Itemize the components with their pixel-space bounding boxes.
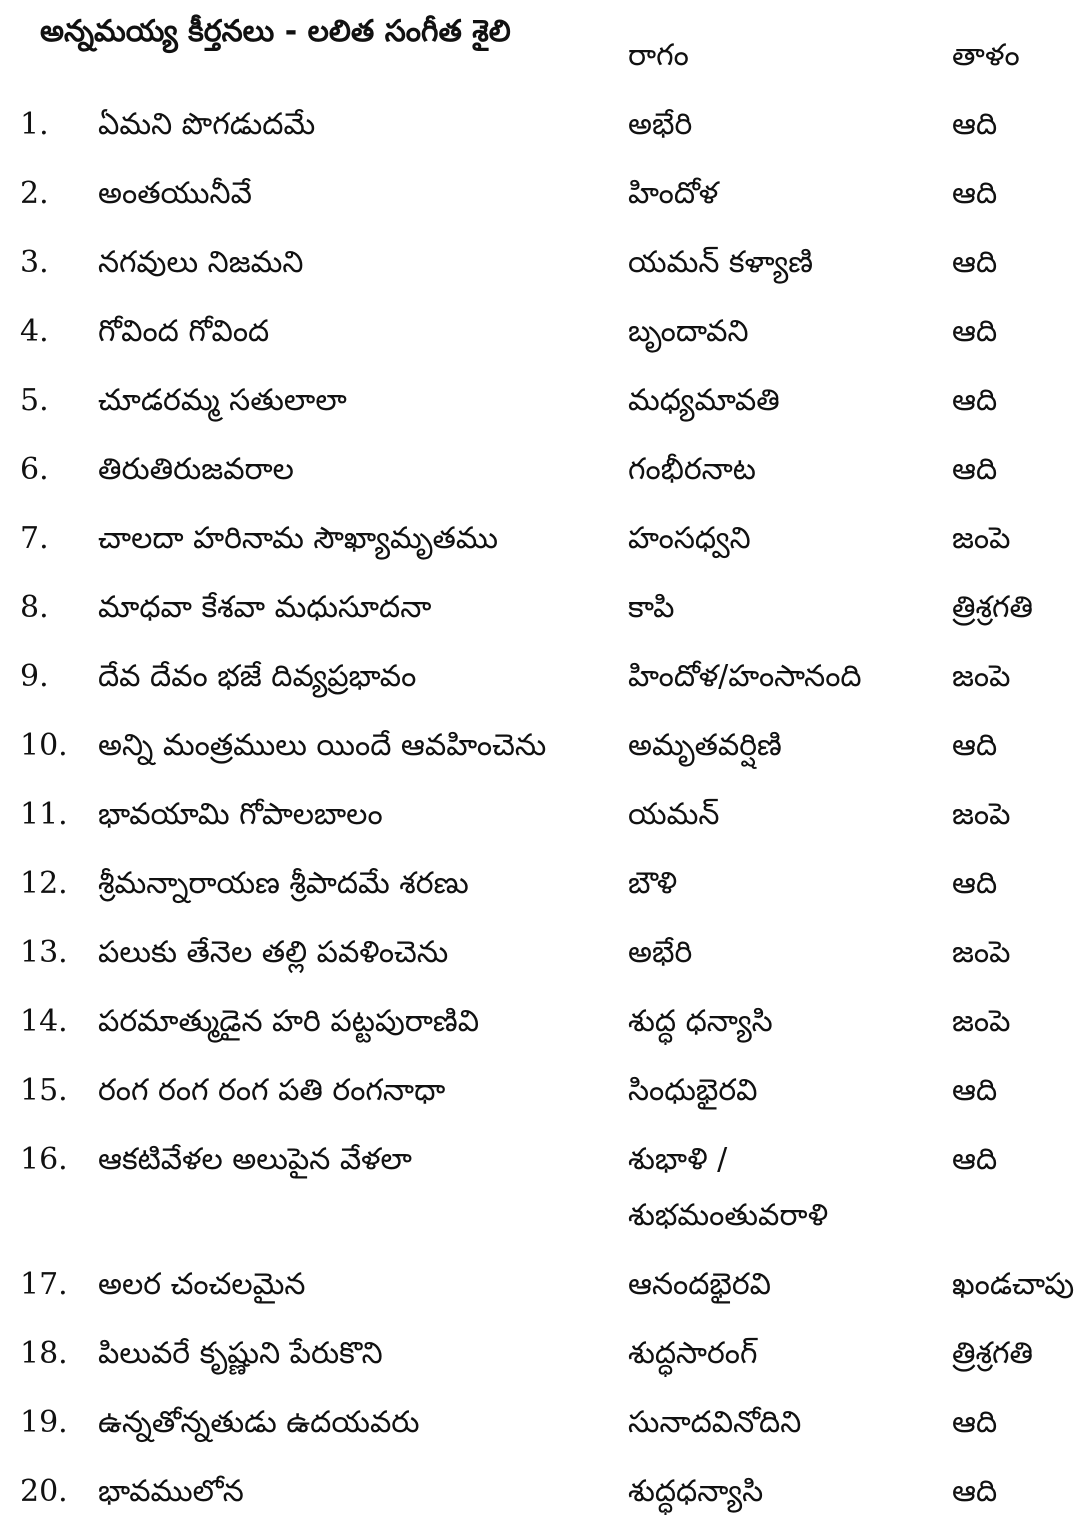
tala-name: ఆది xyxy=(952,1405,998,1440)
raga-name: మధ్యమావతి xyxy=(628,383,780,418)
item-number: 15. xyxy=(20,1073,68,1108)
song-title: ఉన్నతోన్నతుడు ఉదయవరు xyxy=(98,1405,420,1440)
song-title: చాలదా హరినామ సౌఖ్యామృతము xyxy=(98,521,499,556)
song-title: అన్ని మంత్రములు యిందే ఆవహించెను xyxy=(98,728,547,763)
tala-name: ఆది xyxy=(952,314,998,349)
raga-name: అభేరి xyxy=(628,935,693,970)
tala-name: ఆది xyxy=(952,176,998,211)
item-number: 20. xyxy=(20,1474,68,1509)
raga-name: శుద్ధధన్యాసి xyxy=(628,1474,764,1509)
item-number: 3. xyxy=(20,245,49,280)
list-item xyxy=(0,1000,1090,1069)
document-title: అన్నమయ్య కీర్తనలు - లలిత సంగీత శైలి xyxy=(40,14,511,49)
tala-name: త్రిశ్రగతి xyxy=(952,590,1033,625)
item-number: 13. xyxy=(20,935,68,970)
item-number: 5. xyxy=(20,383,49,418)
list-item xyxy=(0,1069,1090,1138)
song-title: పిలువరే కృష్ణుని పేరుకొని xyxy=(98,1336,383,1371)
raga-name: యమన్ xyxy=(628,797,720,832)
song-title: అలర చంచలమైన xyxy=(98,1267,306,1302)
list-item xyxy=(0,1401,1090,1470)
tala-name: ఆది xyxy=(952,1142,998,1177)
list-item xyxy=(0,241,1090,310)
item-number: 14. xyxy=(20,1004,68,1039)
song-title: పరమాత్ముడైన హరి పట్టపురాణివి xyxy=(98,1004,480,1039)
tala-name: ఖండచాపు xyxy=(952,1267,1075,1302)
tala-name: ఆది xyxy=(952,1474,998,1509)
tala-name: జంపె xyxy=(952,935,1011,970)
item-number: 16. xyxy=(20,1142,68,1177)
song-title: భావయామి గోపాలబాలం xyxy=(98,797,383,832)
list-item xyxy=(0,379,1090,448)
song-title: రంగ రంగ రంగ పతి రంగనాధా xyxy=(98,1073,446,1108)
raga-name: కాపి xyxy=(628,590,675,625)
song-title: పలుకు తేనెల తల్లి పవళించెను xyxy=(98,935,449,970)
list-item xyxy=(0,172,1090,241)
tala-name: ఆది xyxy=(952,728,998,763)
song-title: దేవ దేవం భజే దివ్యప్రభావం xyxy=(98,659,417,694)
raga-name: యమన్ కళ్యాణి xyxy=(628,245,814,280)
raga-name: అభేరి xyxy=(628,107,693,142)
tala-name: జంపె xyxy=(952,797,1011,832)
raga-name-line2: శుభమంతువరాళి xyxy=(628,1198,829,1233)
song-title: శ్రీమన్నారాయణ శ్రీపాదమే శరణు xyxy=(98,866,469,901)
list-item xyxy=(0,1263,1090,1332)
list-item xyxy=(0,862,1090,931)
raga-name: సునాదవినోదిని xyxy=(628,1405,802,1440)
item-number: 17. xyxy=(20,1267,68,1302)
list-item xyxy=(0,655,1090,724)
list-item xyxy=(0,724,1090,793)
raga-name: అమృతవర్షిణి xyxy=(628,728,782,763)
raga-column-header: రాగం xyxy=(628,38,689,73)
raga-name: ఆనందభైరవి xyxy=(628,1267,772,1302)
item-number: 19. xyxy=(20,1405,68,1440)
raga-name: సింధుభైరవి xyxy=(628,1073,758,1108)
tala-name: ఆది xyxy=(952,383,998,418)
list-item xyxy=(0,931,1090,1000)
tala-name: ఆది xyxy=(952,452,998,487)
list-item xyxy=(0,793,1090,862)
tala-name: ఆది xyxy=(952,1073,998,1108)
item-number: 10. xyxy=(20,728,68,763)
item-number: 7. xyxy=(20,521,49,556)
raga-name: హిందోళ xyxy=(628,176,719,211)
raga-name: శుద్ధసారంగ్ xyxy=(628,1336,758,1371)
list-item xyxy=(0,310,1090,379)
raga-name: బౌళి xyxy=(628,866,678,901)
song-title: చూడరమ్మ సతులాలా xyxy=(98,383,347,418)
tala-name: త్రిశ్రగతి xyxy=(952,1336,1033,1371)
list-item xyxy=(0,517,1090,586)
list-item xyxy=(0,1470,1090,1539)
song-title: భావములోన xyxy=(98,1474,244,1509)
list-item xyxy=(0,1138,1090,1263)
item-number: 6. xyxy=(20,452,49,487)
tala-name: ఆది xyxy=(952,245,998,280)
song-title: అంతయునీవే xyxy=(98,176,252,211)
list-item xyxy=(0,1332,1090,1401)
raga-name: బృందావని xyxy=(628,314,749,349)
song-title: ఆకటివేళల అలుపైన వేళలా xyxy=(98,1142,412,1177)
raga-name-line1: శుభాళి / xyxy=(628,1142,728,1177)
item-number: 12. xyxy=(20,866,68,901)
item-number: 8. xyxy=(20,590,49,625)
raga-name: హిందోళ/హంసానంది xyxy=(628,659,862,694)
item-number: 9. xyxy=(20,659,49,694)
tala-name: జంపె xyxy=(952,521,1011,556)
song-title: మాధవా కేశవా మధుసూదనా xyxy=(98,590,432,625)
song-title: గోవింద గోవింద xyxy=(98,314,270,349)
kirtana-list xyxy=(0,103,1090,1539)
raga-name: శుద్ధ ధన్యాసి xyxy=(628,1004,773,1039)
tala-name: ఆది xyxy=(952,866,998,901)
list-item xyxy=(0,586,1090,655)
item-number: 2. xyxy=(20,176,49,211)
item-number: 18. xyxy=(20,1336,68,1371)
list-item xyxy=(0,103,1090,172)
item-number: 1. xyxy=(20,107,49,142)
item-number: 11. xyxy=(20,797,68,832)
tala-name: జంపె xyxy=(952,1004,1011,1039)
tala-name: ఆది xyxy=(952,107,998,142)
item-number: 4. xyxy=(20,314,49,349)
list-item xyxy=(0,448,1090,517)
song-title: ఏమని పొగడుదమే xyxy=(98,107,316,142)
raga-name: గంభీరనాట xyxy=(628,452,756,487)
raga-name: హంసధ్వని xyxy=(628,521,751,556)
raga-name xyxy=(628,1138,938,1238)
song-title: తిరుతిరుజవరాల xyxy=(98,452,294,487)
tala-column-header: తాళం xyxy=(952,38,1020,73)
tala-name: జంపె xyxy=(952,659,1011,694)
song-title: నగవులు నిజమని xyxy=(98,245,304,280)
